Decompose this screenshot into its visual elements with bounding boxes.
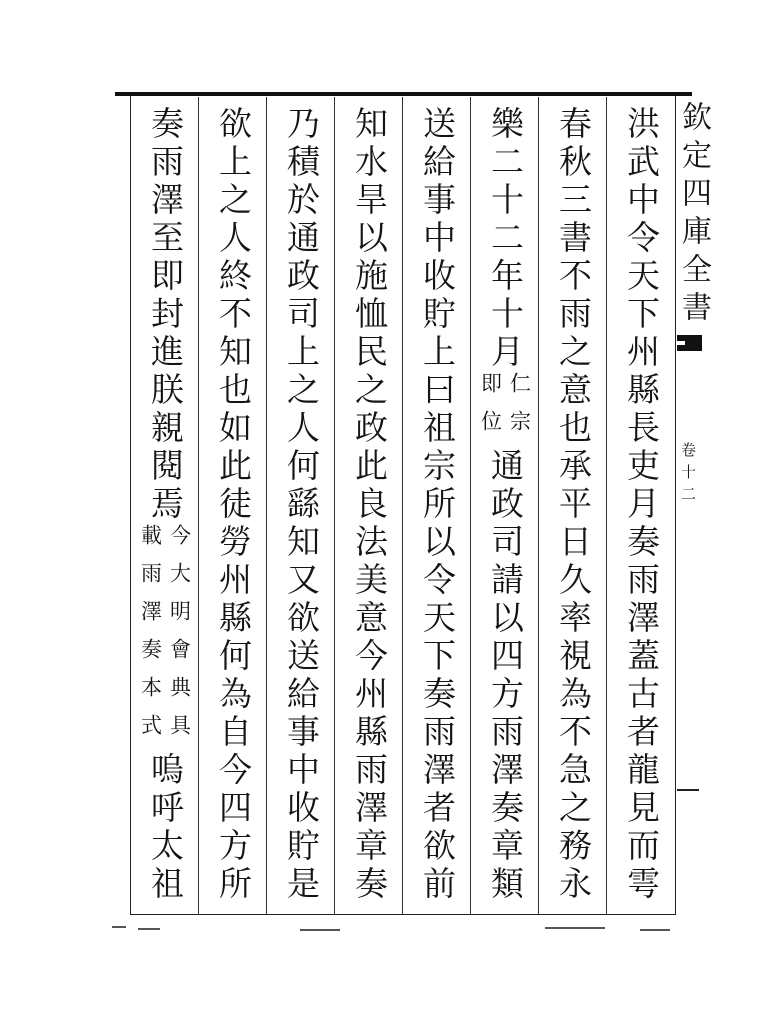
scan-speck	[138, 928, 160, 930]
text-column-3	[474, 106, 536, 912]
scan-speck	[300, 929, 340, 931]
column-text: 知水旱以施恤民之政此良法美意今州縣雨澤章奏	[350, 106, 389, 904]
column-text: 乃積於通政司上之人何繇知又欲送給事中收貯是	[282, 106, 321, 904]
center-fold-margin	[676, 97, 711, 915]
scan-speck	[545, 927, 605, 929]
column-text: 春秋三書不雨之意也承平日久率視為不急之務永	[554, 106, 593, 904]
text-column-6	[270, 106, 332, 912]
column-text: 洪武中令天下州縣長吏月奏雨澤蓋古者龍見而雩	[622, 106, 661, 904]
column-divider	[266, 97, 267, 915]
text-column-1	[610, 106, 672, 912]
column-divider	[538, 97, 539, 915]
column-text-before-note: 樂二十二年十月	[486, 106, 525, 372]
note-line-right: 今大明會典具	[167, 524, 192, 752]
column-text-before-note: 奏雨澤至即封進朕親閱焉	[146, 106, 185, 524]
margin-rule	[677, 789, 699, 791]
column-text-after-note: 通政司請以四方雨澤奏章類	[486, 448, 525, 904]
column-text: 送給事中收貯上曰祖宗所以令天下奏雨澤者欲前	[418, 106, 457, 904]
text-column-4	[406, 106, 468, 912]
note-line-right: 仁宗	[507, 372, 532, 448]
column-divider	[470, 97, 471, 915]
column-divider	[198, 97, 199, 915]
column-divider	[402, 97, 403, 915]
note-line-left: 即位	[478, 372, 503, 448]
text-column-7	[202, 106, 264, 912]
text-column-5	[338, 106, 400, 912]
column-text-after-note: 嗚呼太祖	[146, 752, 185, 904]
column-divider	[334, 97, 335, 915]
scan-speck	[640, 929, 670, 931]
text-column-8	[134, 106, 196, 912]
column-divider	[606, 97, 607, 915]
fish-tail-mark	[677, 335, 702, 351]
book-title: 欽定四庫全書	[676, 101, 711, 329]
scan-speck	[112, 926, 126, 928]
volume-number: 卷十二	[679, 442, 697, 508]
note-line-left: 載雨澤奏本式	[138, 524, 163, 752]
column-text: 欲上之人終不知也如此徒勞州縣何為自今四方所	[214, 106, 253, 904]
text-column-2	[542, 106, 604, 912]
interlinear-note	[139, 524, 192, 752]
interlinear-note	[479, 372, 532, 448]
